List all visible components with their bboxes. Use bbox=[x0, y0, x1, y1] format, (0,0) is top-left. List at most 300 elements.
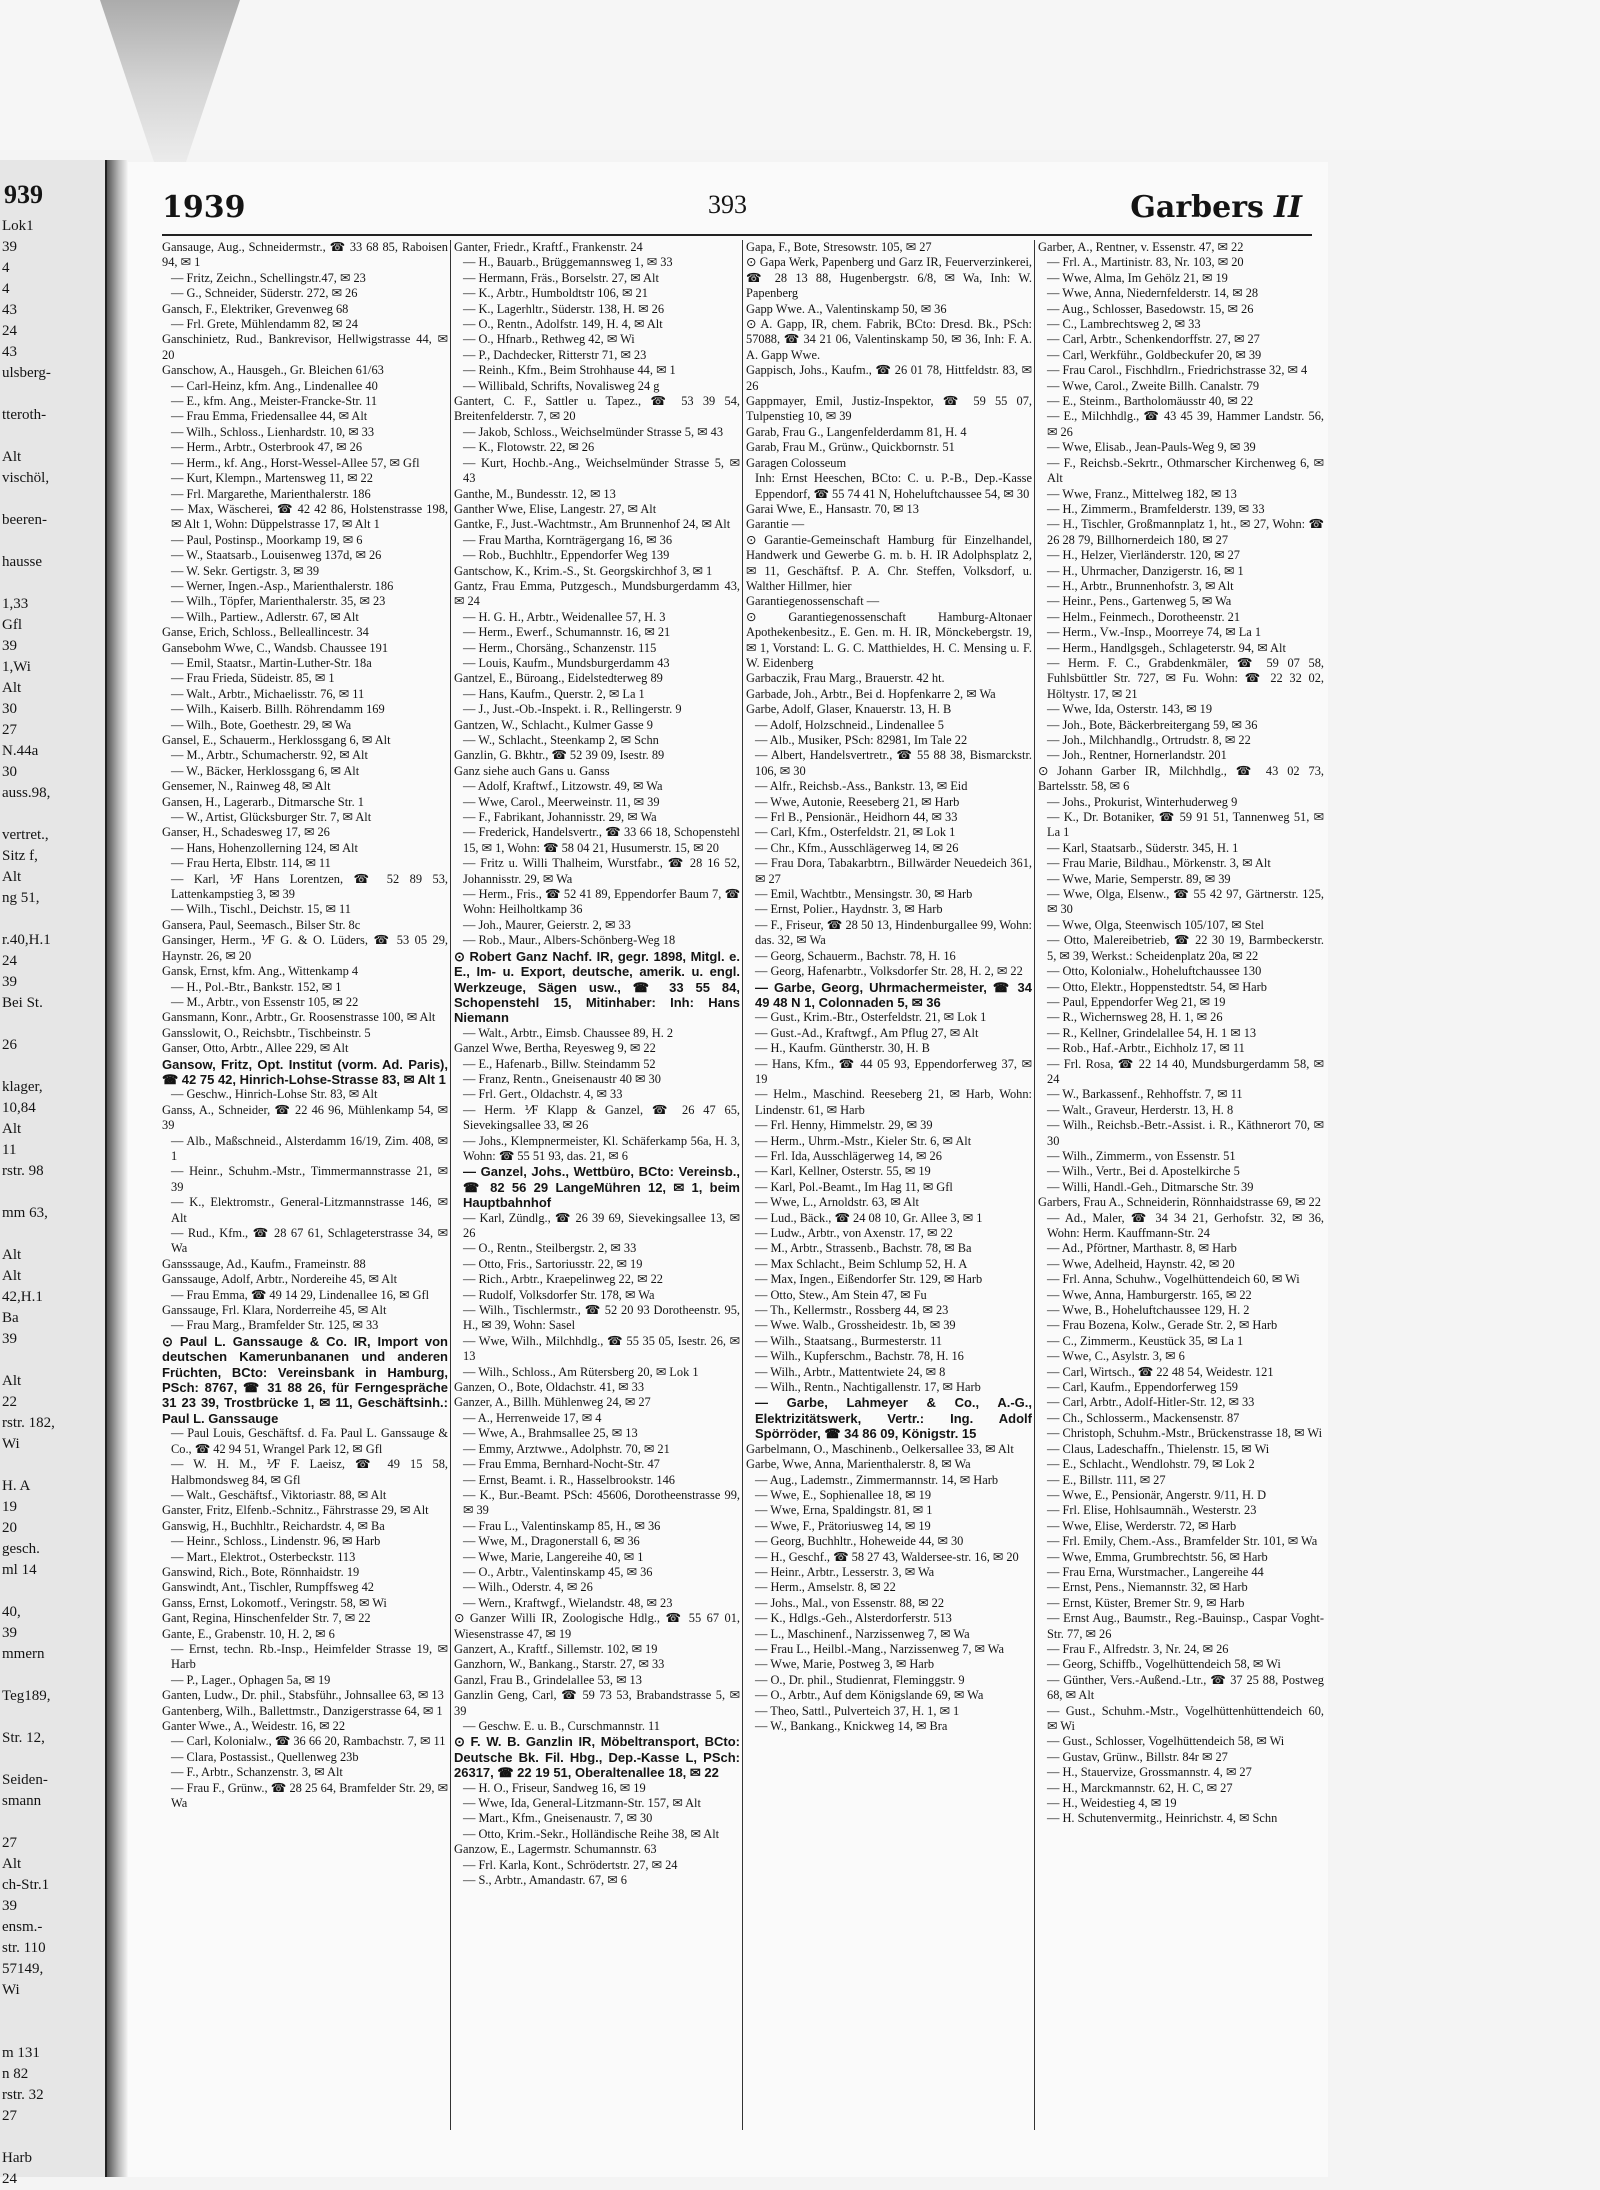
column-divider bbox=[450, 240, 451, 2130]
directory-entry: — Wwe. Walb., Grossheidestr. 1b, ✉ 39 bbox=[755, 1318, 956, 1333]
directory-column-2 bbox=[454, 240, 740, 2130]
directory-entry: Gansen, H., Lagerarb., Ditmarsche Str. 1 bbox=[162, 794, 364, 809]
directory-entry: — Joh., Milchhandlg., Ortrudstr. 8, ✉ 22 bbox=[1047, 733, 1251, 747]
directory-entry: — Kurt, Hochb.-Ang., Weichselmünder Strasse 5, ✉ 43 bbox=[463, 455, 740, 486]
previous-page-line: ulsberg- bbox=[2, 365, 51, 381]
directory-entry: — Wwe, E., Pensionär, Angerstr. 9/11, H. D bbox=[1047, 1487, 1267, 1502]
directory-entry: — Rob., Maur., Albers-Schönberg-Weg 18 bbox=[463, 933, 676, 948]
previous-page-line: 27 bbox=[2, 2108, 17, 2124]
previous-page-line: 39 bbox=[2, 638, 17, 654]
previous-page-line: 30 bbox=[2, 764, 17, 780]
directory-entry: — O., Dr. phil., Studienrat, Fleminggstr. 9 bbox=[755, 1672, 965, 1687]
directory-entry: — W., Bankang., Knickweg 14, ✉ Bra bbox=[755, 1719, 948, 1733]
directory-entry: — Frau L., Heilbl.-Mang., Narzissenweg 7, ✉ Wa bbox=[755, 1641, 1004, 1656]
previous-page-line bbox=[2, 1707, 102, 1728]
directory-entry: — W., Bäcker, Herklossgang 6, ✉ Alt bbox=[171, 763, 360, 778]
directory-entry: — Frl. Emily, Chem.-Ass., Bramfelder Str. 101, ✉ Wa bbox=[1047, 1534, 1318, 1549]
directory-entry: — Hans, Hohenzollerning 124, ✉ Alt bbox=[171, 840, 358, 855]
directory-entry: — Max, Ingen., Eißendorfer Str. 129, ✉ Harb bbox=[755, 1272, 983, 1287]
directory-entry: — Rob., Haf.-Arbtr., Eichholz 17, ✉ 11 bbox=[1047, 1041, 1245, 1056]
previous-page-line: 27 bbox=[2, 1835, 17, 1851]
previous-page-line: hausse bbox=[2, 554, 42, 570]
directory-entry: Ganschow, A., Hausgeh., Gr. Bleichen 61/63 bbox=[162, 363, 384, 378]
directory-entry: — Mart., Kfm., Gneisenaustr. 7, ✉ 30 bbox=[463, 1811, 653, 1826]
directory-entry: — Gust., Schlosser, Vogelhüttendeich 58, ✉ Wi bbox=[1047, 1734, 1285, 1749]
directory-entry: — H. O., Friseur, Sandweg 16, ✉ 19 bbox=[463, 1780, 646, 1795]
directory-entry: Ganzlin Geng, Carl, ☎ 59 73 53, Brabandstrasse 5, ✉ 39 bbox=[454, 1688, 740, 1718]
directory-entry: — Ludw., Arbtr., von Axenstr. 17, ✉ 22 bbox=[755, 1226, 953, 1240]
previous-page-line: Alt bbox=[2, 1373, 22, 1389]
directory-entry: Gansel, E., Schauerm., Herklossgang 6, ✉ Alt bbox=[162, 733, 391, 747]
directory-entry: — Ernst Aug., Baumstr., Reg.-Bauinsp., Caspar Voght-Str. 77, ✉ 26 bbox=[1047, 1611, 1324, 1641]
previous-page-line: rstr. 32 bbox=[2, 2087, 44, 2103]
directory-entry: Gantenberg, Wilh., Ballettmstr., Danzigerstrasse 64, ✉ 1 bbox=[162, 1703, 443, 1718]
directory-entry: — Mart., Elektrot., Osterbeckstr. 113 bbox=[171, 1549, 356, 1564]
directory-entry: — Frl. Rosa, ☎ 22 14 40, Mundsburgerdamm 58, ✉ 24 bbox=[1047, 1056, 1324, 1086]
directory-entry: Ganzen, O., Bote, Oldachstr. 41, ✉ 33 bbox=[454, 1380, 645, 1395]
directory-entry: — Wwe, Olga, Elsenw., ☎ 55 42 97, Gärtnerstr. 125, ✉ 30 bbox=[1047, 887, 1324, 917]
directory-entry: — O., Arbtr., Valentinskamp 45, ✉ 36 bbox=[463, 1564, 653, 1579]
directory-entry: — Walt., Arbtr., Eimsb. Chaussee 89, H. 2 bbox=[463, 1025, 674, 1040]
directory-entry: — Ganzel, Johs., Wettbüro, BCto: Vereinsb., ☎ 82 56 29 LangeMühren 12, ✉ 1, beim Hauptbahnhof bbox=[463, 1164, 740, 1211]
directory-entry: Gansinger, Herm., ⅟F G. & O. Lüders, ☎ 53 05 29, Haynstr. 26, ✉ 20 bbox=[162, 933, 448, 963]
directory-entry: — Herm. F. C., Grabdenkmäler, ☎ 59 07 58, Fuhlsbüttler Str. 727, ✉ Fu. Wohn: ☎ 22 32 02, Höltystr. 17, ✉ 21 bbox=[1047, 655, 1324, 701]
directory-entry: — Heinr., Schloss., Lindenstr. 96, ✉ Harb bbox=[171, 1534, 381, 1549]
directory-entry: — Otto, Fris., Sartoriusstr. 22, ✉ 19 bbox=[463, 1256, 643, 1271]
directory-entry: Gantz, Frau Emma, Putzgesch., Mundsburgerdamm 43, ✉ 24 bbox=[454, 578, 740, 609]
directory-entry: Ganse, Erich, Schloss., Belleallincestr. 34 bbox=[162, 625, 369, 640]
previous-page-line: r.40,H.1 bbox=[2, 932, 51, 948]
directory-entry: — Helm., Feinmech., Dorotheenstr. 21 bbox=[1047, 609, 1241, 624]
previous-page-line: 11 bbox=[2, 1142, 17, 1158]
directory-entry: — Herm., Vw.-Insp., Moorreye 74, ✉ La 1 bbox=[1047, 625, 1262, 640]
directory-entry: — Frau L., Valentinskamp 85, H., ✉ 36 bbox=[463, 1518, 661, 1533]
previous-page-line bbox=[2, 573, 102, 594]
directory-entry: — H., Tischler, Großmannplatz 1, ht., ✉ 27, Wohn: ☎ 26 28 79, Billhornerdeich 180, ✉ 27 bbox=[1047, 517, 1324, 547]
directory-entry: — Joh., Bote, Bäckerbreitergang 59, ✉ 36 bbox=[1047, 717, 1258, 732]
directory-entry: — R., Kellner, Grindelallee 54, H. 1 ✉ 13 bbox=[1047, 1025, 1257, 1040]
previous-page-line: 43 bbox=[2, 302, 17, 318]
directory-entry: — Fritz, Zeichn., Schellingstr.47, ✉ 23 bbox=[171, 270, 366, 285]
previous-page-line bbox=[2, 2127, 102, 2148]
directory-entry: — Willibald, Schrifts, Novalisweg 24 g bbox=[463, 378, 660, 393]
previous-page-line: Ba bbox=[2, 1310, 19, 1326]
directory-entry: — Louis, Kaufm., Mundsburgerdamm 43 bbox=[463, 655, 670, 670]
directory-entry: — Karl, Pol.-Beamt., Im Hag 11, ✉ Gfl bbox=[755, 1179, 953, 1194]
directory-entry: — Wilh., Zimmerm., von Essenstr. 51 bbox=[1047, 1148, 1236, 1163]
directory-entry: Ganswindt, Ant., Tischler, Rumpffsweg 42 bbox=[162, 1580, 374, 1595]
directory-entry: Ganswig, H., Buchhltr., Reichardstr. 4, ✉ Ba bbox=[162, 1518, 385, 1533]
previous-page-line: Sitz f, bbox=[2, 848, 38, 864]
directory-entry: — Carl-Heinz, kfm. Ang., Lindenallee 40 bbox=[171, 378, 378, 393]
column-divider bbox=[742, 240, 743, 2130]
directory-entry: — Johs., Mal., von Essenstr. 88, ✉ 22 bbox=[755, 1595, 945, 1610]
directory-entry: — Reinh., Kfm., Beim Strohhause 44, ✉ 1 bbox=[463, 363, 676, 378]
previous-page-line: 39 bbox=[2, 1898, 17, 1914]
directory-entry: — Max, Wäscherei, ☎ 42 42 86, Holstenstrasse 198, ✉ Alt 1, Wohn: Düppelstrasse 17, ✉ Alt 1 bbox=[171, 501, 448, 532]
directory-entry: — R., Wichernsweg 28, H. 1, ✉ 26 bbox=[1047, 1010, 1223, 1025]
directory-entry: — Frau Emma, Bernhard-Nocht-Str. 47 bbox=[463, 1457, 660, 1472]
previous-page-line bbox=[2, 489, 102, 510]
directory-entry: — Wilh., Staatsang., Burmesterstr. 11 bbox=[755, 1333, 943, 1348]
directory-entry: — Carl, Kaufm., Eppendorferweg 159 bbox=[1047, 1380, 1238, 1395]
directory-entry: Ganser, Otto, Arbtr., Allee 229, ✉ Alt bbox=[162, 1041, 349, 1056]
previous-page-line bbox=[2, 1665, 102, 1686]
directory-entry: — Rudolf, Volksdorfer Str. 178, ✉ Wa bbox=[463, 1287, 655, 1302]
directory-entry: — Albert, Handelsvertretr., ☎ 55 88 38, Bismarckstr. 106, ✉ 30 bbox=[755, 748, 1032, 778]
previous-page-line: 24 bbox=[2, 953, 17, 969]
previous-page-line: 24 bbox=[2, 2171, 17, 2187]
directory-entry: Garai Wwe, E., Hansastr. 70, ✉ 13 bbox=[746, 501, 919, 516]
directory-entry: — Otto, Stew., Am Stein 47, ✉ Fu bbox=[755, 1287, 927, 1302]
previous-page-line: 39 bbox=[2, 974, 17, 990]
previous-page-line: Alt bbox=[2, 1268, 22, 1284]
directory-entry: — Rich., Arbtr., Kraepelinweg 22, ✉ 22 bbox=[463, 1272, 663, 1287]
directory-entry: — Wilh., Töpfer, Marienthalerstr. 35, ✉ 23 bbox=[171, 594, 386, 609]
previous-page-line: rstr. 98 bbox=[2, 1163, 44, 1179]
directory-entry: ⊙ A. Gapp, IR, chem. Fabrik, BCto: Dresd. Bk., PSch: 57088, ☎ 34 21 06, Valentinskamp 50, ✉ 36, Inh: F. A. A. Gapp Wwe. bbox=[746, 317, 1032, 362]
previous-page-line bbox=[2, 1350, 102, 1371]
directory-entry: — Ernst, Beamt. i. R., Hasselbrookstr. 146 bbox=[463, 1472, 676, 1487]
directory-entry: — H., Marckmannstr. 62, H. C, ✉ 27 bbox=[1047, 1780, 1233, 1795]
directory-entry: — Gust., Schuhm.-Mstr., Vogelhüttenhüttendeich 60, ✉ Wi bbox=[1047, 1703, 1324, 1733]
directory-entry: — Wwe, Olga, Steenwisch 105/107, ✉ Stel bbox=[1047, 917, 1264, 932]
directory-entry: Ganss, A., Schneider, ☎ 22 46 96, Mühlenkamp 54, ✉ 39 bbox=[162, 1102, 448, 1133]
page-year: 1939 bbox=[162, 190, 246, 225]
directory-entry: — Wwe, Franz., Mittelweg 182, ✉ 13 bbox=[1047, 486, 1237, 501]
directory-entry: — W., Schlacht., Steenkamp 2, ✉ Schn bbox=[463, 733, 659, 747]
directory-entry: ⊙ Robert Ganz Nachf. IR, gegr. 1898, Mitgl. e. E., Im- u. Export, deutsche, amerik. u. engl. Werkzeuge, Sägen usw., ☎ 33 55 84, Schopenstehl 15, Mitinhaber: Inh: Hans Niemann bbox=[454, 948, 740, 1026]
directory-entry: Ganter Wwe., A., Weidestr. 16, ✉ 22 bbox=[162, 1719, 346, 1733]
directory-entry: — K., Dr. Botaniker, ☎ 59 91 51, Tannenweg 51, ✉ La 1 bbox=[1047, 810, 1324, 840]
directory-entry: — Wwe, Anna, Hamburgerstr. 165, ✉ 22 bbox=[1047, 1287, 1252, 1302]
directory-entry: — Otto, Malereibetrieb, ☎ 22 30 19, Barmbeckerstr. 5, ✉ 39, Werkst.: Scheidenplatz 20a, ✉ 22 bbox=[1047, 933, 1324, 963]
directory-entry: — Geschw., Hinrich-Lohse Str. 83, ✉ Alt bbox=[171, 1087, 378, 1102]
previous-page-line: smann bbox=[2, 1793, 42, 1809]
directory-entry: — C., Lambrechtsweg 2, ✉ 33 bbox=[1047, 317, 1201, 332]
directory-entry: — Wilh., Schloss., Lienhardstr. 10, ✉ 33 bbox=[171, 424, 375, 439]
directory-entry: — Carl, Werkführ., Goldbeckufer 20, ✉ 39 bbox=[1047, 347, 1262, 362]
directory-entry: — Wwe, Adelheid, Haynstr. 42, ✉ 20 bbox=[1047, 1256, 1235, 1271]
directory-entry: — Gust., Krim.-Btr., Osterfeldstr. 21, ✉ Lok 1 bbox=[755, 1010, 987, 1025]
directory-entry: Ganster, Fritz, Elfenb.-Schnitz., Fährstrasse 29, ✉ Alt bbox=[162, 1503, 429, 1518]
previous-page-line: gesch. bbox=[2, 1541, 40, 1557]
previous-page-line: rstr. 182, bbox=[2, 1415, 55, 1431]
directory-entry: Gantke, F., Just.-Wachtmstr., Am Brunnenhof 24, ✉ Alt bbox=[454, 517, 731, 532]
previous-page-line: ensm.- bbox=[2, 1919, 43, 1935]
directory-column-4 bbox=[1038, 240, 1324, 2130]
previous-page-line bbox=[2, 384, 102, 405]
previous-page-line: Bei St. bbox=[2, 995, 43, 1011]
directory-entry: — Joh., Rentner, Hornerlandstr. 201 bbox=[1047, 748, 1227, 763]
directory-entry: — Wwe, Wilh., Milchhdlg., ☎ 55 35 05, Isestr. 26, ✉ 13 bbox=[463, 1333, 740, 1364]
directory-entry: — Adolf, Kraftwf., Litzowstr. 49, ✉ Wa bbox=[463, 779, 663, 794]
directory-entry: — E., Schlacht., Wendlohstr. 79, ✉ Lok 2 bbox=[1047, 1457, 1255, 1472]
directory-entry: Ganschinietz, Rud., Bankrevisor, Hellwigstrasse 44, ✉ 20 bbox=[162, 332, 448, 362]
directory-entry: — Gust.-Ad., Kraftwgf., Am Pflug 27, ✉ Alt bbox=[755, 1025, 979, 1040]
directory-entry: — E., kfm. Ang., Meister-Francke-Str. 11 bbox=[171, 394, 378, 409]
directory-entry: — Wwe, L., Arnoldstr. 63, ✉ Alt bbox=[755, 1195, 919, 1210]
previous-page-line: ml 14 bbox=[2, 1562, 37, 1578]
directory-entry: — Ad., Pförtner, Marthastr. 8, ✉ Harb bbox=[1047, 1241, 1237, 1256]
previous-page-line: Alt bbox=[2, 1121, 22, 1137]
previous-page-line: 39 bbox=[2, 239, 17, 255]
directory-entry: — Alfr., Reichsb.-Ass., Bankstr. 13, ✉ Eid bbox=[755, 779, 968, 794]
directory-entry: ⊙ Gapa Werk, Papenberg und Garz IR, Feuerverzinkerei, ☎ 28 13 88, Hugenbergstr. 6/8, ✉ Wa, Inh: W. Papenberg bbox=[746, 255, 1032, 301]
previous-page-line: N.44a bbox=[2, 743, 39, 759]
volume-number: II bbox=[1273, 190, 1302, 225]
directory-entry: — Th., Kellermstr., Rossberg 44, ✉ 23 bbox=[755, 1303, 949, 1318]
directory-entry: — Hans, Kfm., ☎ 44 05 93, Eppendorferweg 37, ✉ 19 bbox=[755, 1056, 1032, 1086]
directory-entry: — P., Lager., Ophagen 5a, ✉ 19 bbox=[171, 1672, 331, 1687]
previous-page-line: n 82 bbox=[2, 2066, 29, 2082]
directory-entry: Ganzert, A., Kraftf., Sillemstr. 102, ✉ 19 bbox=[454, 1641, 658, 1656]
directory-entry: — Wwe, M., Dragonerstall 6, ✉ 36 bbox=[463, 1534, 640, 1549]
previous-page-line: Alt bbox=[2, 1247, 22, 1263]
directory-entry: — Frau Dora, Tabakarbtrn., Billwärder Neuedeich 361, ✉ 27 bbox=[755, 856, 1032, 886]
previous-page-line bbox=[2, 909, 102, 930]
directory-entry: — Carl, Kfm., Osterfeldstr. 21, ✉ Lok 1 bbox=[755, 825, 956, 840]
previous-page-line bbox=[2, 2022, 102, 2043]
directory-entry: ⊙ Ganzer Willi IR, Zoologische Hdlg., ☎ 55 67 01, Wiesenstrasse 47, ✉ 19 bbox=[454, 1611, 740, 1641]
directory-entry: — Emil, Wachtbtr., Mensingstr. 30, ✉ Harb bbox=[755, 887, 973, 902]
directory-entry: — Karl, Kellner, Osterstr. 55, ✉ 19 bbox=[755, 1164, 931, 1179]
directory-entry: — Karl, Zündlg., ☎ 26 39 69, Sievekingsallee 13, ✉ 26 bbox=[463, 1210, 740, 1240]
previous-page-line: m 131 bbox=[2, 2045, 40, 2061]
directory-entry: Garbelmann, O., Maschinenb., Oelkersallee 33, ✉ Alt bbox=[746, 1441, 1014, 1456]
directory-entry: — Gustav, Grünw., Billstr. 84r ✉ 27 bbox=[1047, 1749, 1228, 1764]
directory-entry: Garbe, Wwe, Anna, Marienthalerstr. 8, ✉ Wa bbox=[746, 1457, 971, 1472]
directory-entry: Gansch, F., Elektriker, Grevenweg 68 bbox=[162, 301, 349, 316]
directory-entry: Ganzhorn, W., Bankang., Starstr. 27, ✉ 33 bbox=[454, 1657, 665, 1672]
directory-entry: — Lud., Bäck., ☎ 24 08 10, Gr. Allee 3, ✉ 1 bbox=[755, 1210, 983, 1225]
previous-page-line: Alt bbox=[2, 869, 22, 885]
previous-page-lines bbox=[2, 216, 102, 2190]
directory-entry: — Geschw. E. u. B., Curschmannstr. 11 bbox=[463, 1719, 660, 1733]
previous-page-line: 22 bbox=[2, 1394, 17, 1410]
previous-page-line: Gfl bbox=[2, 617, 22, 633]
previous-page-line: 20 bbox=[2, 1520, 17, 1536]
directory-entry: — E., Billstr. 111, ✉ 27 bbox=[1047, 1472, 1166, 1487]
directory-entry: — Herm., Arbtr., Osterbrook 47, ✉ 26 bbox=[171, 440, 363, 455]
previous-page-line bbox=[2, 1581, 102, 1602]
directory-entry: — H. Schutenvermitg., Heinrichstr. 4, ✉ Schn bbox=[1047, 1811, 1278, 1826]
directory-entry: Gansebohm Wwe, C., Wandsb. Chaussee 191 bbox=[162, 640, 389, 655]
directory-entry: ⊙ F. W. B. Ganzlin IR, Möbeltransport, BCto: Deutsche Bk. Fil. Hbg., Dep.-Kasse L, PSch: 26317, ☎ 22 19 51, Oberaltenallee 18, ✉ 22 bbox=[454, 1734, 740, 1781]
directory-entry: ⊙ Garantie-Gemeinschaft Hamburg für Einzelhandel, Handwerk und Gewerbe G. m. b. H. IR Adolphsplatz 2, ✉ 11, Geschäftsf. P. A. Chr. Steffen, Volksdorf, u. Walther Hillmer, hier bbox=[746, 532, 1032, 593]
directory-entry: — Wilh., Oderstr. 4, ✉ 26 bbox=[463, 1580, 593, 1595]
directory-entry: Gensemer, N., Rainweg 48, ✉ Alt bbox=[162, 779, 331, 794]
directory-entry: — Paul, Eppendorfer Weg 21, ✉ 19 bbox=[1047, 994, 1226, 1009]
directory-entry: Gappmayer, Emil, Justiz-Inspektor, ☎ 59 55 07, Tulpenstieg 10, ✉ 39 bbox=[746, 394, 1032, 424]
directory-entry: — Wwe, C., Asylstr. 3, ✉ 6 bbox=[1047, 1349, 1185, 1364]
directory-entry: — H., Kaufm. Güntherstr. 30, H. B bbox=[755, 1041, 930, 1056]
directory-entry: — Wwe, Ida, Osterstr. 143, ✉ 19 bbox=[1047, 702, 1213, 717]
directory-entry: — Frl. Margarethe, Marienthalerstr. 186 bbox=[171, 486, 371, 501]
directory-entry: Gante, E., Grabenstr. 10, H. 2, ✉ 6 bbox=[162, 1626, 335, 1641]
directory-entry: — Wilh., Reichsb.-Betr.-Assist. i. R., Käthnerort 70, ✉ 30 bbox=[1047, 1118, 1324, 1148]
directory-entry: — Wwe, Marie, Semperstr. 89, ✉ 39 bbox=[1047, 871, 1231, 886]
directory-entry: — Wwe, A., Brahmsallee 25, ✉ 13 bbox=[463, 1426, 638, 1441]
directory-entry: — K., Elektromstr., General-Litzmannstrasse 146, ✉ Alt bbox=[171, 1195, 448, 1225]
directory-entry: Ganthe, M., Bundesstr. 12, ✉ 13 bbox=[454, 486, 616, 501]
directory-entry: — Claus, Ladeschaffn., Thielenstr. 15, ✉ Wi bbox=[1047, 1441, 1270, 1456]
previous-page-line: 43 bbox=[2, 344, 17, 360]
previous-page-line: Wi bbox=[2, 1982, 20, 1998]
directory-entry: — Wilh., Kaiserb. Billh. Röhrendamm 169 bbox=[171, 702, 385, 717]
previous-page-line: 10,84 bbox=[2, 1100, 36, 1116]
directory-entry: — Walt., Graveur, Herderstr. 13, H. 8 bbox=[1047, 1102, 1234, 1117]
directory-entry: — Frl. Anna, Schuhw., Vogelhüttendeich 60, ✉ Wi bbox=[1047, 1272, 1300, 1287]
directory-entry: — Hans, Kaufm., Querstr. 2, ✉ La 1 bbox=[463, 686, 645, 701]
directory-entry: Ganten, Ludw., Dr. phil., Stabsführ., Johnsallee 63, ✉ 13 bbox=[162, 1688, 444, 1703]
previous-page-line bbox=[2, 2001, 102, 2022]
directory-entry: — S., Arbtr., Amandastr. 67, ✉ 6 bbox=[463, 1873, 627, 1888]
directory-entry: — Adolf, Holzschneid., Lindenallee 5 bbox=[755, 717, 944, 732]
directory-entry: — Ernst, Pens., Niemannstr. 32, ✉ Harb bbox=[1047, 1580, 1248, 1595]
directory-entry: Garagen Colosseum bbox=[746, 455, 847, 470]
directory-entry: — Otto, Elektr., Hoppenstedtstr. 54, ✉ Harb bbox=[1047, 979, 1267, 994]
directory-entry: — Frau Carol., Fischhdlrn., Friedrichstrasse 32, ✉ 4 bbox=[1047, 363, 1308, 378]
directory-entry: Gansera, Paul, Seemasch., Bilser Str. 8c bbox=[162, 917, 361, 932]
directory-entry: — Walt., Geschäftsf., Viktoriastr. 88, ✉ Alt bbox=[171, 1487, 387, 1502]
directory-entry: — E., Steinm., Bartholomäusstr 40, ✉ 22 bbox=[1047, 394, 1254, 409]
directory-entry: — Georg, Buchhltr., Hoheweide 44, ✉ 30 bbox=[755, 1534, 964, 1549]
directory-entry: — Kurt, Klempn., Martensweg 11, ✉ 22 bbox=[171, 471, 373, 486]
directory-entry: — O., Hfnarb., Rethweg 42, ✉ Wi bbox=[463, 332, 635, 347]
directory-entry: — W., Staatsarb., Louisenweg 137d, ✉ 26 bbox=[171, 548, 382, 563]
directory-entry: — Heinr., Arbtr., Lesserstr. 3, ✉ Wa bbox=[755, 1564, 935, 1579]
directory-entry: — Wwe, Erna, Spaldingstr. 81, ✉ 1 bbox=[755, 1503, 933, 1518]
directory-entry: — E., Milchhdlg., ☎ 43 45 39, Hammer Landstr. 56, ✉ 26 bbox=[1047, 409, 1324, 439]
directory-entry: — Wilh., Bote, Goethestr. 29, ✉ Wa bbox=[171, 717, 352, 732]
directory-entry: — W. Sekr. Gertigstr. 3, ✉ 39 bbox=[171, 563, 320, 578]
previous-page-line: 19 bbox=[2, 1499, 17, 1515]
directory-entry: Garbade, Joh., Arbtr., Bei d. Hopfenkarre 2, ✉ Wa bbox=[746, 686, 996, 701]
directory-entry: — Georg, Schiffb., Vogelhüttendeich 58, ✉ Wi bbox=[1047, 1657, 1281, 1672]
directory-entry: — Joh., Maurer, Geierstr. 2, ✉ 33 bbox=[463, 917, 631, 932]
directory-entry: Garbaczik, Frau Marg., Brauerstr. 42 ht. bbox=[746, 671, 945, 686]
directory-entry: — Frau Erna, Wurstmacher., Langereihe 44 bbox=[1047, 1564, 1264, 1579]
directory-entry: ⊙ Garantiegenossenschaft Hamburg-Altonaer Apothekenbesitz., E. Gen. m. H. IR, Mönckebergstr. 19, ✉ 1, Vorstand: L. G. C. Matthieldes, H. C. Mensing u. F. W. Eidenberg bbox=[746, 609, 1032, 670]
previous-page-line bbox=[2, 1224, 102, 1245]
directory-entry: Ganser, H., Schadesweg 17, ✉ 26 bbox=[162, 825, 330, 840]
previous-page-line: Alt bbox=[2, 680, 22, 696]
directory-entry: Garbers, Frau A., Schneiderin, Rönnhaidstrasse 69, ✉ 22 bbox=[1038, 1195, 1321, 1210]
directory-entry: — Herm., Ewerf., Schumannstr. 16, ✉ 21 bbox=[463, 625, 671, 640]
previous-page-line: 1,Wi bbox=[2, 659, 31, 675]
directory-entry: Ganswind, Rich., Bote, Rönnhaidstr. 19 bbox=[162, 1564, 360, 1579]
directory-entry: — Aug., Lademstr., Zimmermannstr. 14, ✉ Harb bbox=[755, 1472, 999, 1487]
directory-entry: — E., Hafenarb., Billw. Steindamm 52 bbox=[463, 1056, 656, 1071]
directory-column-3 bbox=[746, 240, 1032, 2130]
previous-page-line: H. A bbox=[2, 1478, 31, 1494]
directory-entry: — Wwe, F., Prätoriusweg 14, ✉ 19 bbox=[755, 1518, 931, 1533]
directory-entry: Inh: Ernst Heeschen, BCto: C. u. P.-B., Dep.-Kasse Eppendorf, ☎ 55 74 41 N, Hoheluftchaussee 54, ✉ 30 bbox=[755, 471, 1032, 501]
directory-entry: Ganssauge, Adolf, Arbtr., Nordereihe 45, ✉ Alt bbox=[162, 1272, 398, 1287]
directory-entry: — Wwe, Autonie, Reeseberg 21, ✉ Harb bbox=[755, 794, 960, 809]
previous-page-line: mmern bbox=[2, 1646, 45, 1662]
directory-entry: — Clara, Postassist., Quellenweg 23b bbox=[171, 1749, 359, 1764]
directory-entry: — M., Arbtr., Strassenb., Bachstr. 78, ✉ Ba bbox=[755, 1241, 972, 1256]
directory-entry: — A., Herrenweide 17, ✉ 4 bbox=[463, 1410, 602, 1425]
directory-entry: Gansauge, Aug., Schneidermstr., ☎ 33 68 85, Raboisen 94, ✉ 1 bbox=[162, 240, 448, 270]
directory-entry: — Helm., Maschind. Reeseberg 21, ✉ Harb, Wohn: Lindenstr. 61, ✉ Harb bbox=[755, 1087, 1032, 1117]
book-gutter bbox=[107, 160, 127, 2177]
directory-entry: Gansssauge, Ad., Kaufm., Frameinstr. 88 bbox=[162, 1256, 366, 1271]
directory-entry: — H., Arbtr., Brunnenhofstr. 3, ✉ Alt bbox=[1047, 578, 1234, 593]
running-head bbox=[128, 190, 1328, 230]
directory-entry: — Frl. Karla, Kont., Schrödertstr. 27, ✉ 24 bbox=[463, 1857, 678, 1872]
directory-entry: — Paul Louis, Geschäftsf. d. Fa. Paul L. Ganssauge & Co., ☎ 42 94 51, Wrangel Park 12, ✉ Gfl bbox=[171, 1426, 448, 1456]
directory-entry: Ganz siehe auch Gans u. Ganss bbox=[454, 763, 610, 778]
directory-entry: — Frau Marie, Bildhau., Mörkenstr. 3, ✉ Alt bbox=[1047, 856, 1271, 871]
directory-entry: — O., Arbtr., Auf dem Königslande 69, ✉ Wa bbox=[755, 1688, 984, 1703]
directory-entry: Gantzen, W., Schlacht., Kulmer Gasse 9 bbox=[454, 717, 653, 732]
directory-entry: — G., Schneider, Süderstr. 272, ✉ 26 bbox=[171, 286, 358, 301]
directory-entry: — Wilh., Vertr., Bei d. Apostelkirche 5 bbox=[1047, 1164, 1240, 1179]
directory-entry: — Wwe, Anna, Niedernfelderstr. 14, ✉ 28 bbox=[1047, 286, 1259, 301]
previous-page-line: Seiden- bbox=[2, 1772, 48, 1788]
directory-entry: — Rob., Buchhltr., Eppendorfer Weg 139 bbox=[463, 548, 670, 563]
directory-entry: — P., Dachdecker, Ritterstr 71, ✉ 23 bbox=[463, 347, 647, 362]
directory-entry: — W., Barkassenf., Rehhoffstr. 7, ✉ 11 bbox=[1047, 1087, 1243, 1102]
previous-page-line bbox=[2, 804, 102, 825]
directory-entry: ⊙ Johann Garber IR, Milchhdlg., ☎ 43 02 73, Bartelsstr. 58, ✉ 6 bbox=[1038, 763, 1324, 794]
directory-entry: — Wwe, Emma, Grumbrechtstr. 56, ✉ Harb bbox=[1047, 1549, 1268, 1564]
directory-entry: — Alb., Maßschneid., Alsterdamm 16/19, Zim. 408, ✉ 1 bbox=[171, 1133, 448, 1163]
directory-entry: — Chr., Kfm., Ausschlägerweg 14, ✉ 26 bbox=[755, 840, 959, 855]
previous-page-line: 4 bbox=[2, 260, 10, 276]
directory-entry: — Frl. Elise, Hohlsaumnäh., Westerstr. 23 bbox=[1047, 1503, 1257, 1518]
directory-entry: — K., Hdlgs.-Geh., Alsterdorferstr. 513 bbox=[755, 1611, 952, 1626]
directory-entry: — Georg, Hafenarbtr., Volksdorfer Str. 28, H. 2, ✉ 22 bbox=[755, 964, 1023, 979]
previous-page-line: ng 51, bbox=[2, 890, 40, 906]
directory-entry: — Frau F., Alfredstr. 3, Nr. 24, ✉ 26 bbox=[1047, 1641, 1229, 1656]
directory-entry: — Willi, Handl.-Geh., Ditmarsche Str. 39 bbox=[1047, 1179, 1254, 1194]
scan-right-margin bbox=[1328, 150, 1600, 2177]
directory-entry: — Max Schlacht., Beim Schlump 52, H. A bbox=[755, 1256, 968, 1271]
directory-entry: — M., Arbtr., von Essenstr 105, ✉ 22 bbox=[171, 994, 359, 1009]
directory-entry: — Ernst, techn. Rb.-Insp., Heimfelder Strasse 19, ✉ Harb bbox=[171, 1641, 448, 1672]
directory-entry: — Jakob, Schloss., Weichselmünder Strasse 5, ✉ 43 bbox=[463, 424, 724, 439]
directory-entry: Gantschow, K., Krim.-S., St. Georgskirchhof 3, ✉ 1 bbox=[454, 563, 713, 578]
directory-entry: Garantie — bbox=[746, 517, 805, 532]
page-number: 393 bbox=[708, 190, 747, 219]
directory-entry: — Günther, Vers.-Außend.-Ltr., ☎ 37 25 88, Postweg 68, ✉ Alt bbox=[1047, 1672, 1324, 1703]
directory-entry: Ganzow, E., Lagermstr. Schumannstr. 63 bbox=[454, 1842, 657, 1857]
directory-entry: — H., Weidestieg 4, ✉ 19 bbox=[1047, 1796, 1177, 1811]
previous-page-line: Lok1 bbox=[2, 218, 34, 234]
directory-entry: — Wwe, Alma, Im Gehölz 21, ✉ 19 bbox=[1047, 270, 1228, 285]
directory-entry: Gantzel, E., Büroang., Eidelstedterweg 89 bbox=[454, 671, 663, 686]
directory-entry: Garber, A., Rentner, v. Essenstr. 47, ✉ 22 bbox=[1038, 240, 1244, 254]
directory-entry: — Frau Frieda, Südeistr. 85, ✉ 1 bbox=[171, 671, 335, 686]
directory-entry: Ganzlin, G. Bkhtr., ☎ 52 39 09, Isestr. 89 bbox=[454, 748, 665, 763]
previous-page-line: Alt bbox=[2, 449, 22, 465]
directory-entry: — Herm. ⅟F Klapp & Ganzel, ☎ 26 47 65, Sievekingsallee 33, ✉ 26 bbox=[463, 1102, 740, 1133]
previous-page-year: 939 bbox=[4, 180, 43, 209]
directory-entry: — H., Geschf., ☎ 58 27 43, Waldersee-str. 16, ✉ 20 bbox=[755, 1549, 1019, 1564]
directory-entry: — Carl, Arbtr., Schenkendorffstr. 27, ✉ 27 bbox=[1047, 332, 1260, 347]
previous-page-line: klager, bbox=[2, 1079, 43, 1095]
directory-entry: — H., Bauarb., Brüggemannsweg 1, ✉ 33 bbox=[463, 255, 673, 270]
directory-entry: — Otto, Krim.-Sekr., Holländische Reihe 38, ✉ Alt bbox=[463, 1826, 720, 1841]
directory-entry: — O., Rentn., Adolfstr. 149, H. 4, ✉ Alt bbox=[463, 317, 663, 332]
previous-page-line bbox=[2, 531, 102, 552]
directory-entry: Garab, Frau G., Langenfelderdamm 81, H. 4 bbox=[746, 424, 967, 439]
previous-page-line: Wi bbox=[2, 1436, 20, 1452]
